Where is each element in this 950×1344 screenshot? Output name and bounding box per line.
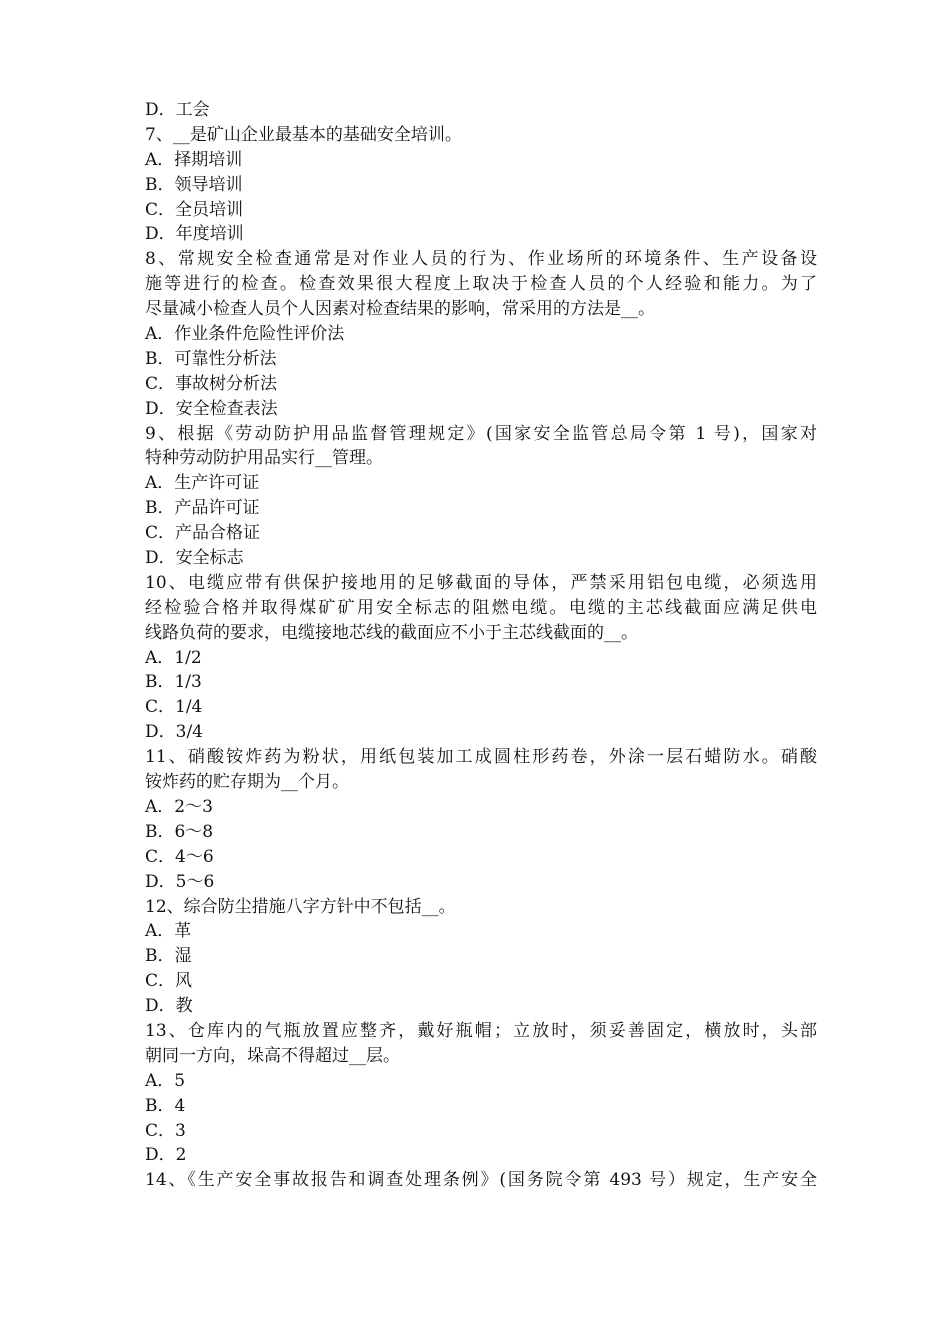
question-line: 14、《生产安全事故报告和调查处理条例》(国务院令第 493 号）规定，生产安全 [145,1170,817,1191]
answer-option: A．2～3 [145,796,213,817]
answer-option: B．1/3 [145,672,202,693]
answer-option: A．作业条件危险性评价法 [145,324,345,345]
question-stem [145,895,817,920]
question-line: 12、综合防尘措施八字方针中不包括__。 [145,896,456,917]
answer-option: A．1/2 [145,647,202,668]
answer-option: B．领导培训 [145,174,243,195]
question-line: 10、电缆应带有供保护接地用的足够截面的导体，严禁采用铝包电缆，必须选用 [145,572,817,593]
answer-option: A．5 [145,1070,186,1091]
question-stem [145,123,817,148]
question-line: 13、仓库内的气瓶放置应整齐，戴好瓶帽；立放时，须妥善固定，横放时，头部 [145,1020,817,1041]
answer-option: D．年度培训 [145,224,244,245]
document-body [145,98,817,1193]
question-line: 线路负荷的要求，电缆接地芯线的截面应不小于主芯线截面的__。 [145,622,638,643]
question-line: 尽量减小检查人员个人因素对检查结果的影响，常采用的方法是__。 [145,299,655,320]
answer-option: D．安全标志 [145,548,244,569]
answer-option: B．4 [145,1095,186,1116]
answer-option: C．3 [145,1120,186,1141]
question-stem [145,1019,817,1069]
answer-option: B．可靠性分析法 [145,348,277,369]
answer-option: C．4～6 [145,846,214,867]
question-line: 施等进行的检查。检查效果很大程度上取决于检查人员的个人经验和能力。为了 [145,274,817,295]
question-line: 经检验合格并取得煤矿矿用安全标志的阻燃电缆。电缆的主芯线截面应满足供电 [145,597,817,618]
question-stem [145,422,817,472]
question-line: 9、根据《劳动防护用品监督管理规定》(国家安全监管总局令第 1 号)，国家对 [145,423,817,444]
answer-option: C．1/4 [145,697,203,718]
answer-option: B．6～8 [145,821,214,842]
question-line: 7、__是矿山企业最基本的基础安全培训。 [145,124,462,145]
answer-option: D．工会 [145,100,210,120]
answer-option: B．产品许可证 [145,498,260,519]
answer-option: D．2 [145,1145,187,1166]
question-line: 11、硝酸铵炸药为粉状，用纸包装加工成圆柱形药卷，外涂一层石蜡防水。硝酸 [145,747,817,768]
question-line: 朝同一方向，垛高不得超过__层。 [145,1045,400,1066]
answer-option: C．事故树分析法 [145,373,278,394]
answer-option: D．5～6 [145,871,215,892]
answer-option: D．3/4 [145,722,203,743]
question-line: 特种劳动防护用品实行__管理。 [145,448,383,469]
question-line: 8、常规安全检查通常是对作业人员的行为、作业场所的环境条件、生产设备设 [145,249,817,270]
answer-option: C．全员培训 [145,199,244,220]
answer-option: A．革 [145,921,192,942]
answer-option: D．安全检查表法 [145,398,278,419]
answer-option: D．教 [145,996,193,1017]
answer-option: A．生产许可证 [145,473,260,494]
answer-option: A．择期培训 [145,149,243,170]
answer-option: C．产品合格证 [145,523,261,544]
question-stem [145,745,817,795]
question-stem [145,247,817,322]
answer-option: C．风 [145,971,193,992]
question-line: 铵炸药的贮存期为__个月。 [145,772,349,793]
answer-option: B．湿 [145,946,192,967]
question-stem-partial [145,1168,817,1193]
question-stem [145,571,817,646]
